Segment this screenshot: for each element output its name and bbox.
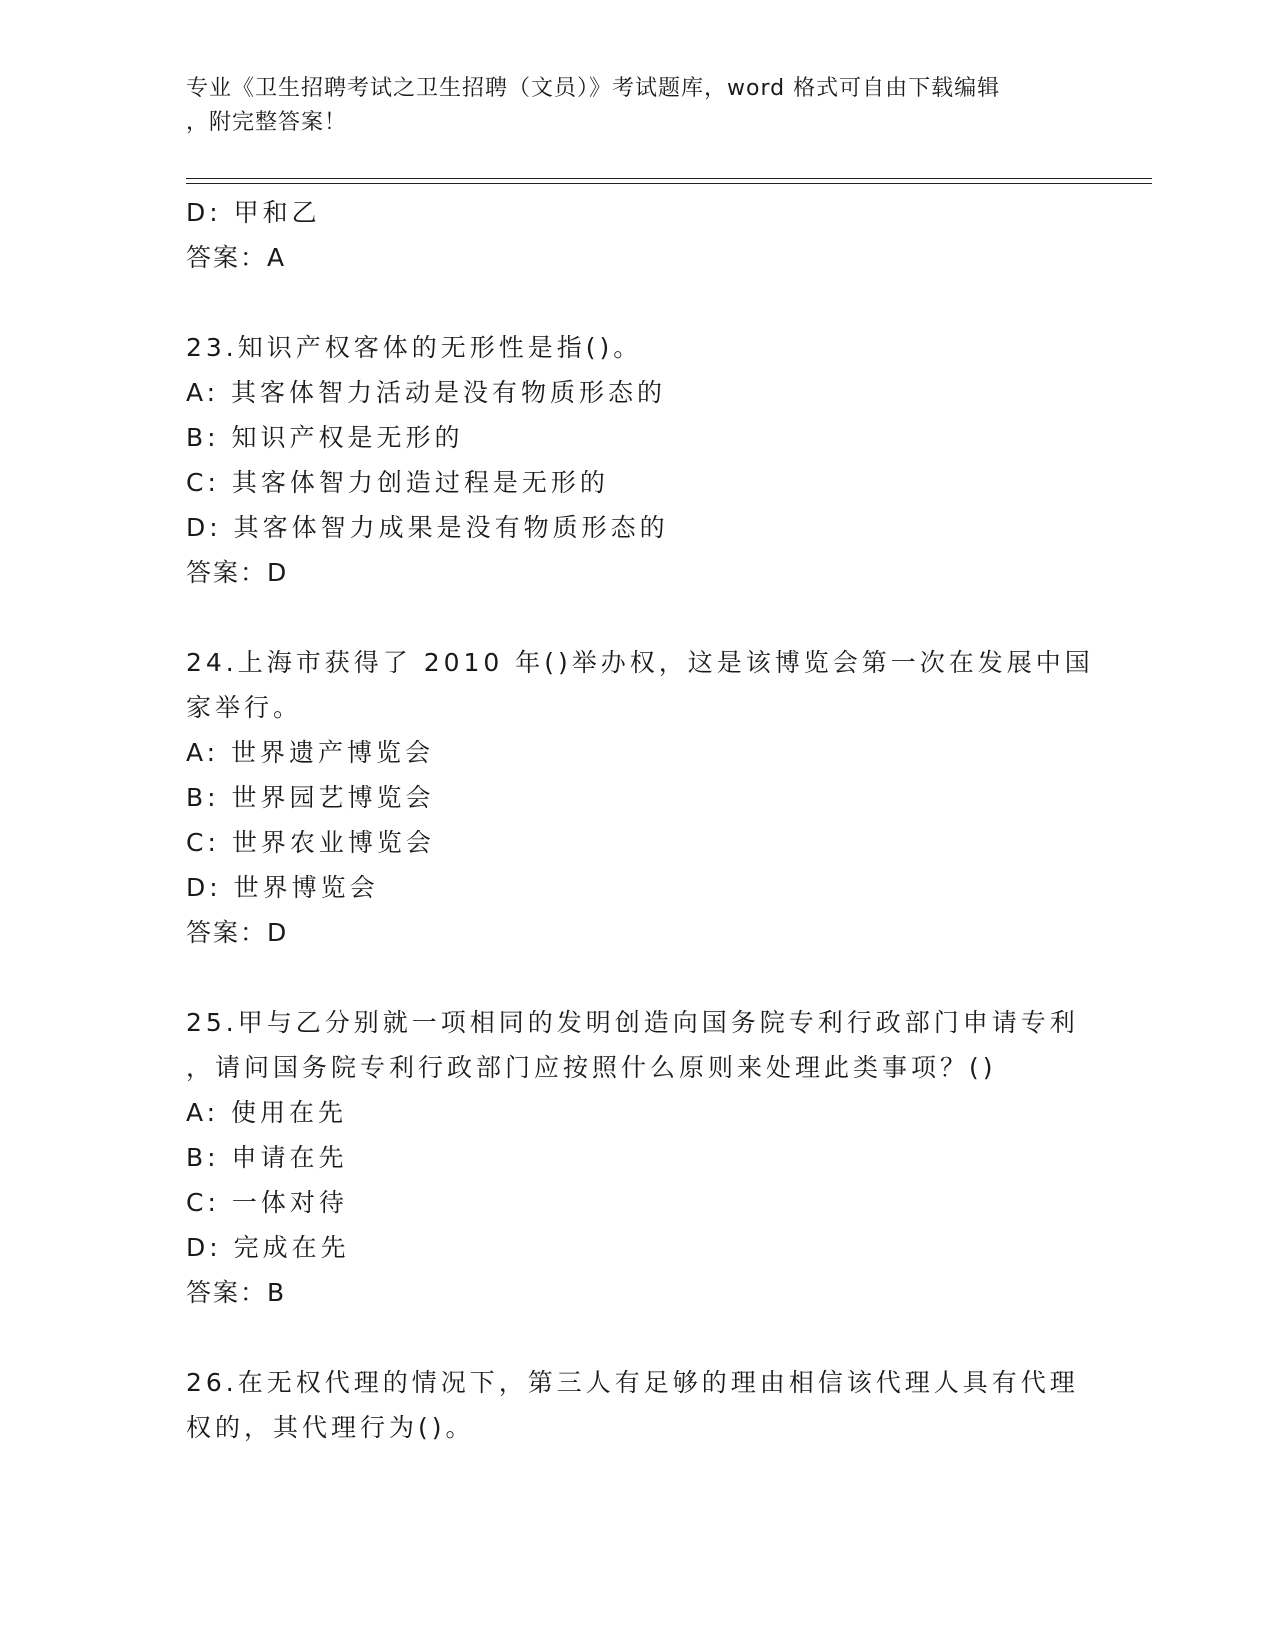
header-divider-bottom	[186, 183, 1152, 184]
option-c: C: 一体对待	[186, 1188, 348, 1217]
question-23	[186, 325, 1086, 596]
option-d: D: 完成在先	[186, 1233, 350, 1262]
question-content	[186, 190, 1094, 1450]
question-stem-continued: ，请问国务院专利行政部门应按照什么原则来处理此类事项？()	[186, 1053, 997, 1082]
question-stem: 25.甲与乙分别就一项相同的发明创造向国务院专利行政部门申请专利	[186, 1008, 1079, 1037]
answer: 答案：D	[186, 558, 289, 587]
option-d: D: 其客体智力成果是没有物质形态的	[186, 513, 669, 542]
header-line-1: 专业《卫生招聘考试之卫生招聘（文员）》考试题库，word 格式可自由下载编辑	[186, 76, 1001, 101]
header-line-2: ，附完整答案！	[186, 110, 348, 135]
question-stem: 26.在无权代理的情况下，第三人有足够的理由相信该代理人具有代理	[186, 1368, 1079, 1397]
spacer	[186, 281, 1086, 325]
question-stem: 24.上海市获得了 2010 年()举办权，这是该博览会第一次在发展中国	[186, 648, 1094, 677]
spacer	[186, 596, 1086, 640]
option-b: B: 知识产权是无形的	[186, 423, 464, 452]
spacer	[186, 1316, 1086, 1360]
answer: 答案：D	[186, 918, 289, 947]
question-25	[186, 1000, 1086, 1316]
answer: 答案：A	[186, 243, 287, 272]
header-divider-top	[186, 178, 1152, 179]
option-d: D: 甲和乙	[186, 198, 321, 227]
question-stem: 23.知识产权客体的无形性是指()。	[186, 333, 643, 362]
question-stem-continued: 家举行。	[186, 693, 303, 722]
option-c: C: 其客体智力创造过程是无形的	[186, 468, 609, 497]
question-26	[186, 1360, 1086, 1450]
option-d: D: 世界博览会	[186, 873, 379, 902]
option-b: B: 申请在先	[186, 1143, 348, 1172]
question-stem-continued: 权的，其代理行为()。	[186, 1413, 475, 1442]
answer: 答案：B	[186, 1278, 287, 1307]
question-24	[186, 640, 1094, 956]
document-header	[186, 72, 1066, 140]
option-b: B: 世界园艺博览会	[186, 783, 435, 812]
option-c: C: 世界农业博览会	[186, 828, 435, 857]
option-a: A: 世界遗产博览会	[186, 738, 435, 767]
spacer	[186, 956, 1086, 1000]
option-a: A: 其客体智力活动是没有物质形态的	[186, 378, 667, 407]
option-a: A: 使用在先	[186, 1098, 348, 1127]
